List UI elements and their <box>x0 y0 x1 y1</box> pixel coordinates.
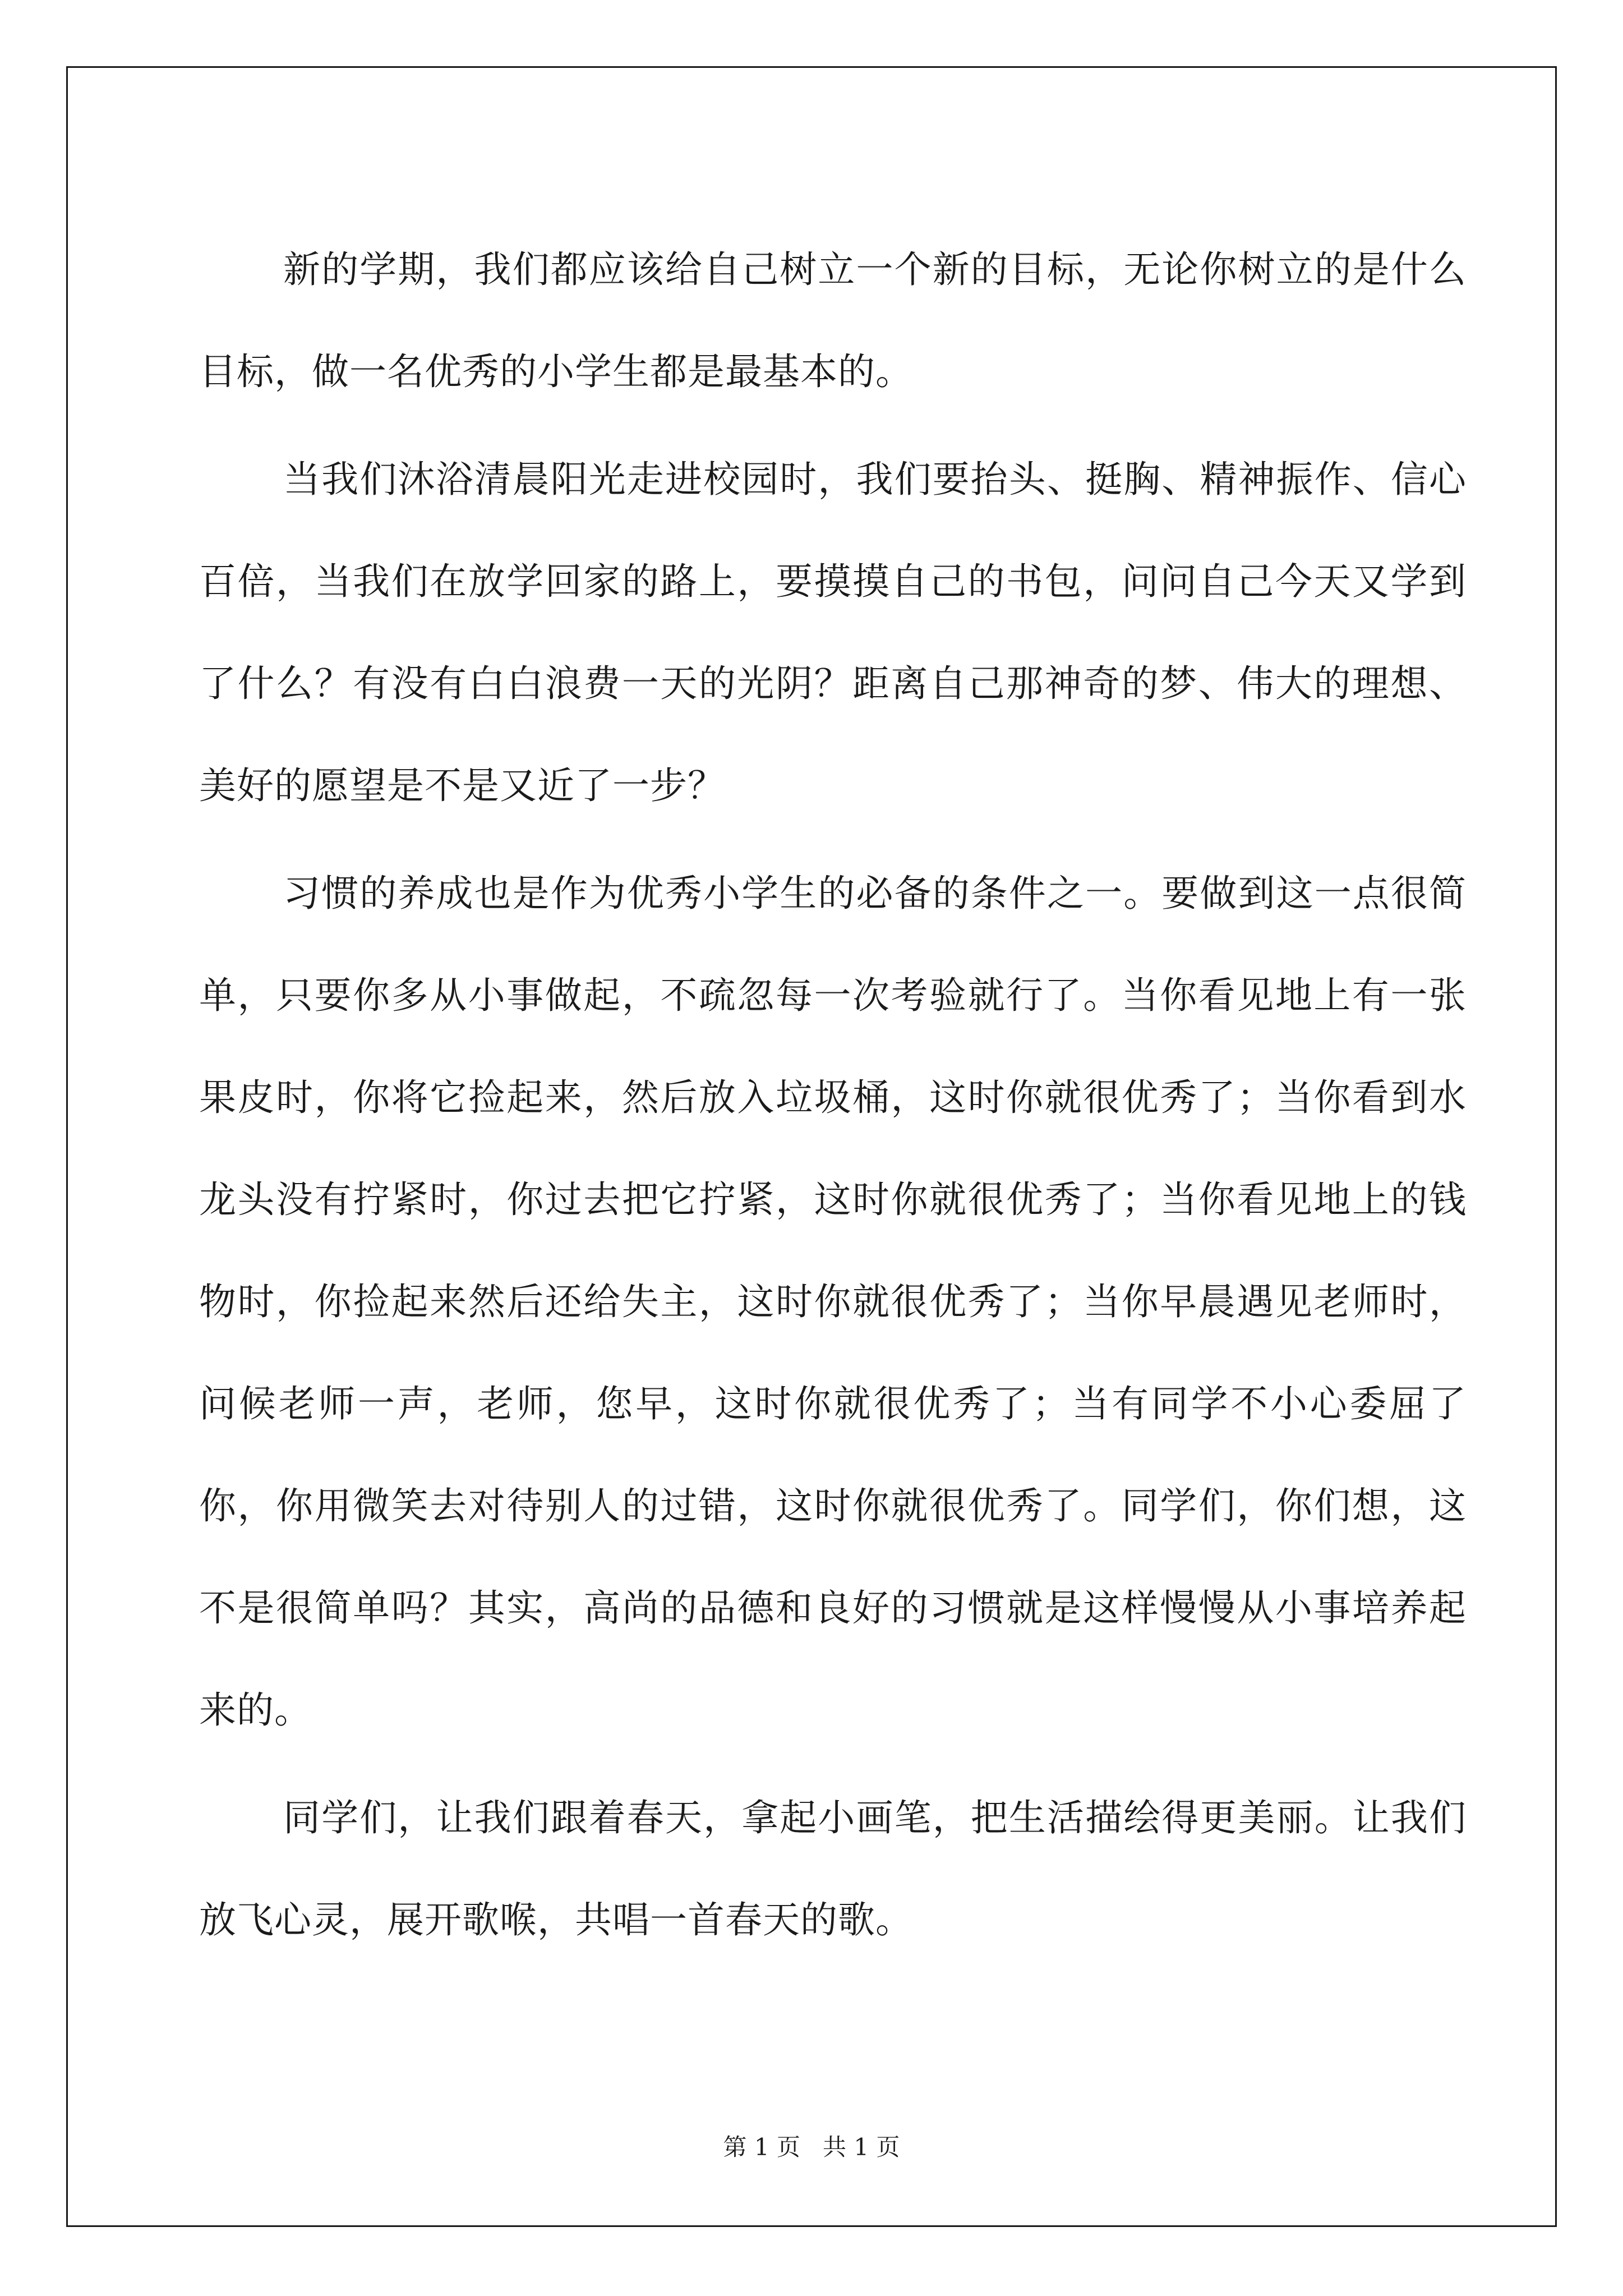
page-number-footer: 第 1 页 共 1 页 <box>723 2133 900 2161</box>
paragraph-3: 习惯的养成也是作为优秀小学生的必备的条件之一。要做到这一点很简单，只要你多从小事做起，不疏忽每一次考验就行了。当你看见地上有一张果皮时，你将它捡起来，然后放入垃圾桶，这时你就很优秀了；当你看到水龙头没有拧紧时，你过去把它拧紧，这时你就很优秀了；当你看见地上的钱物时，你捡起来然后还给失主，这时你就很优秀了；当你早晨遇见老师时，问候老师一声，老师，您早，这时你就很优秀了；当有同学不小心委屈了你，你用微笑去对待别人的过错，这时你就很优秀了。同学们，你们想，这不是很简单吗？其实，高尚的品德和良好的习惯就是这样慢慢从小事培养起来的。 <box>199 872 1467 1732</box>
document-body <box>199 219 1467 1977</box>
paragraph-1: 新的学期，我们都应该给自己树立一个新的目标，无论你树立的是什么目标，做一名优秀的小学生都是最基本的。 <box>199 248 1467 393</box>
paragraph-4: 同学们，让我们跟着春天，拿起小画笔，把生活描绘得更美丽。让我们放飞心灵，展开歌喉，共唱一首春天的歌。 <box>199 1796 1467 1941</box>
paragraph-2: 当我们沐浴清晨阳光走进校园时，我们要抬头、挺胸、精神振作、信心百倍，当我们在放学回家的路上，要摸摸自己的书包，问问自己今天又学到了什么？有没有白白浪费一天的光阴？距离自己那神奇的梦、伟大的理想、美好的愿望是不是又近了一步？ <box>199 458 1467 807</box>
